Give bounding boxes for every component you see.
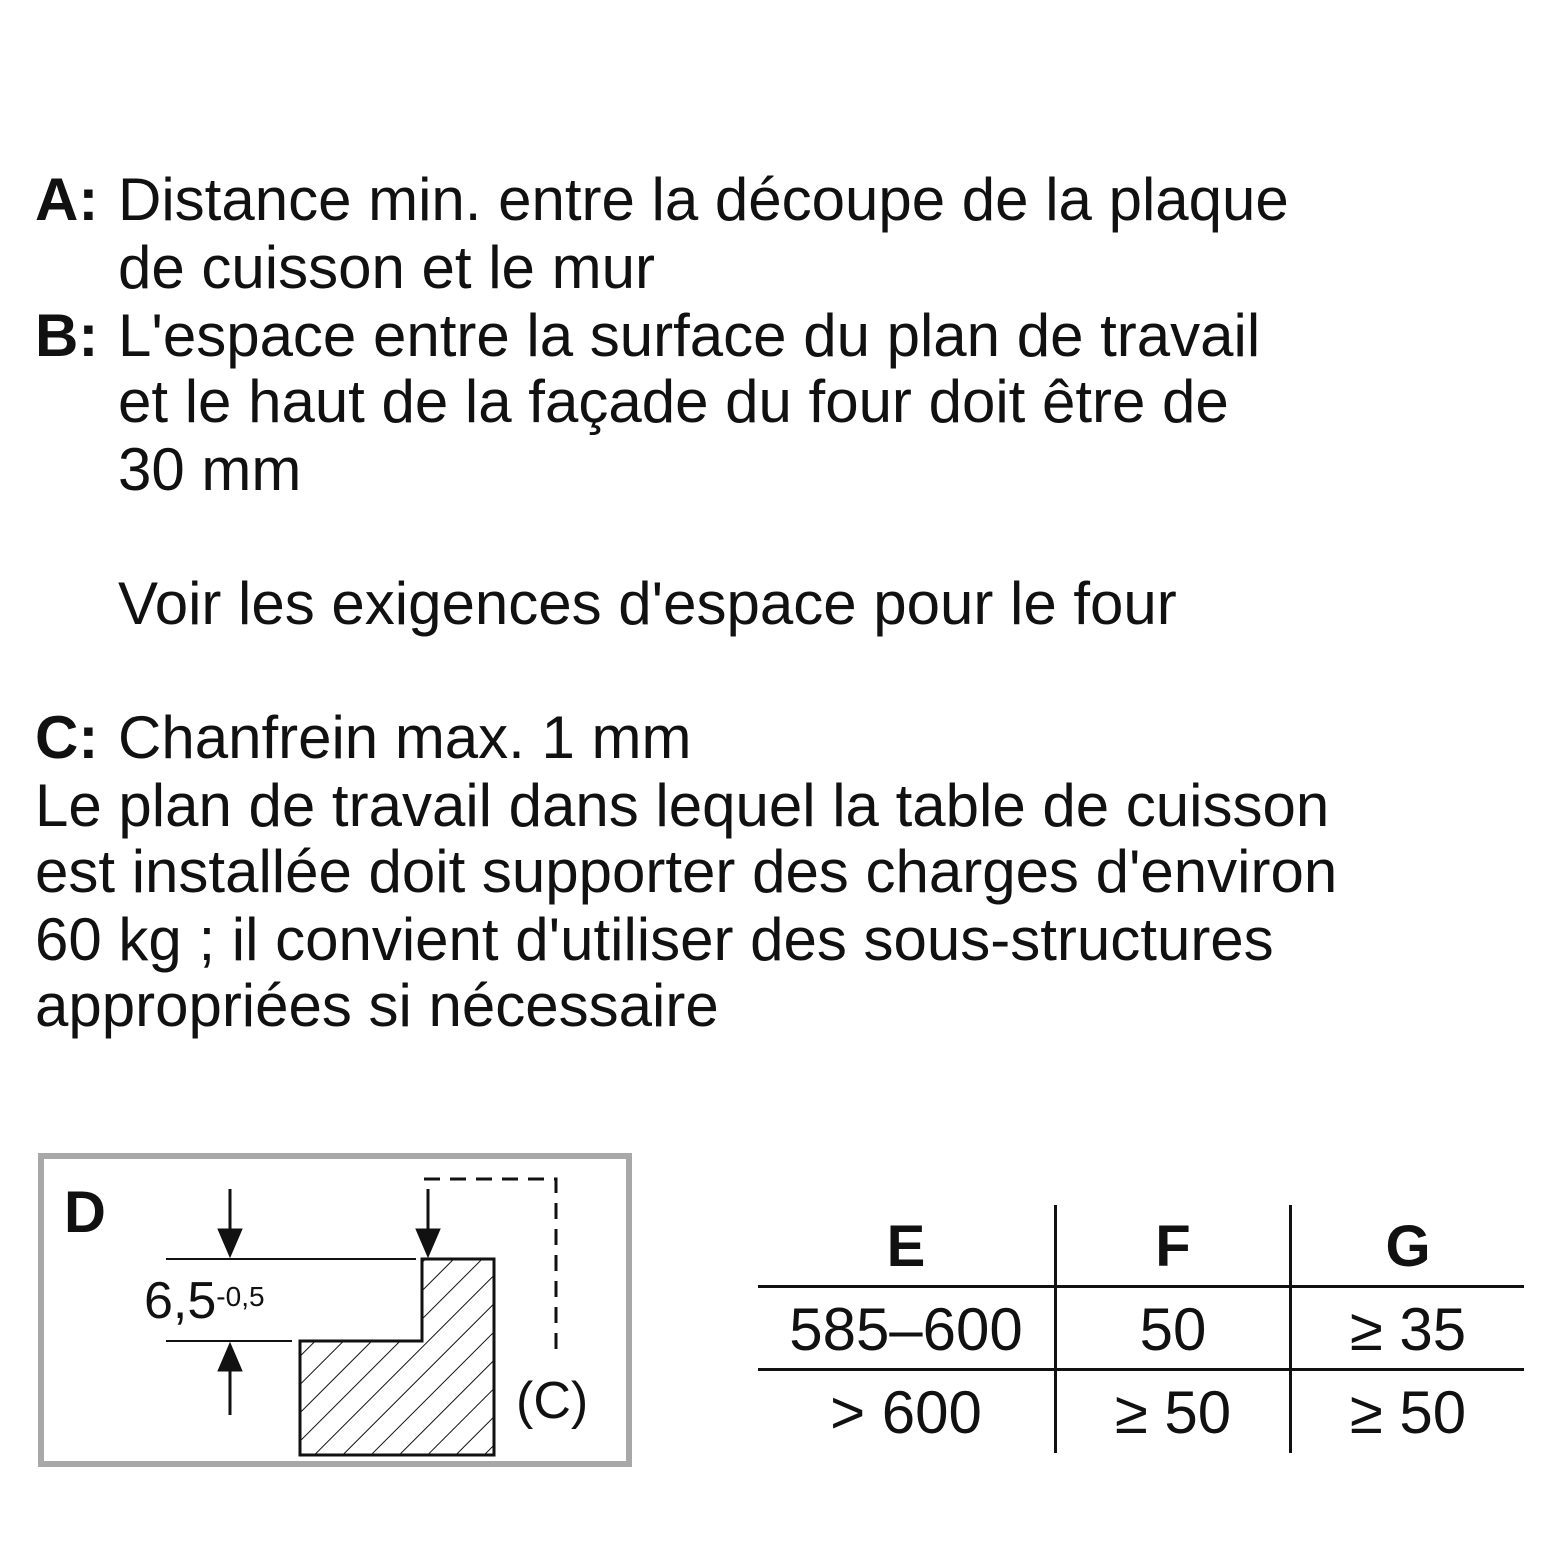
table-header-g: G — [1385, 1214, 1431, 1279]
arrow-down-left — [218, 1189, 242, 1257]
worktop-section — [300, 1259, 494, 1455]
note-a-line-2: de cuisson et le mur — [118, 234, 655, 301]
table-cell-r2-e: > 600 — [830, 1379, 982, 1446]
note-c-line-2: est installée doit supporter des charges d'environ — [35, 838, 1338, 905]
spec-table — [758, 1205, 1524, 1453]
table-cell-r1-e: 585–600 — [789, 1296, 1023, 1363]
note-a-line-1: Distance min. entre la découpe de la plaque — [118, 166, 1289, 233]
chamfer-marker: (C) — [516, 1372, 589, 1430]
detail-label: D — [64, 1180, 106, 1245]
note-b-line-1: L'espace entre la surface du plan de travail — [118, 302, 1261, 369]
note-b-see-also: Voir les exigences d'espace pour le four — [118, 570, 1177, 637]
table-cell-r2-g: ≥ 50 — [1349, 1379, 1467, 1446]
table-cell-r2-f: ≥ 50 — [1114, 1379, 1232, 1446]
table-cell-r1-f: 50 — [1139, 1296, 1207, 1363]
arrow-up-left — [218, 1343, 242, 1415]
note-c-first-line: Chanfrein max. 1 mm — [118, 704, 692, 771]
dimension-label — [144, 1271, 265, 1331]
note-c-label: C: — [35, 704, 99, 771]
dimension-value: 6,5 — [144, 1272, 217, 1330]
table-header-f: F — [1155, 1214, 1191, 1279]
note-a-label: A: — [35, 166, 99, 233]
table-header-e: E — [886, 1214, 926, 1279]
note-c-line-4: appropriées si nécessaire — [35, 972, 719, 1039]
arrow-down-right — [416, 1189, 440, 1257]
note-b-label: B: — [35, 302, 99, 369]
table-cell-r1-g: ≥ 35 — [1349, 1296, 1467, 1363]
note-c-line-1: Le plan de travail dans lequel la table de cuisson — [35, 772, 1330, 839]
detail-diagram — [38, 1153, 632, 1467]
note-c-line-3: 60 kg ; il convient d'utiliser des sous-structures — [35, 906, 1274, 973]
note-b-line-2: et le haut de la façade du four doit être de — [118, 368, 1229, 435]
note-b-line-3: 30 mm — [118, 436, 302, 503]
dimension-tolerance: -0,5 — [216, 1281, 265, 1312]
